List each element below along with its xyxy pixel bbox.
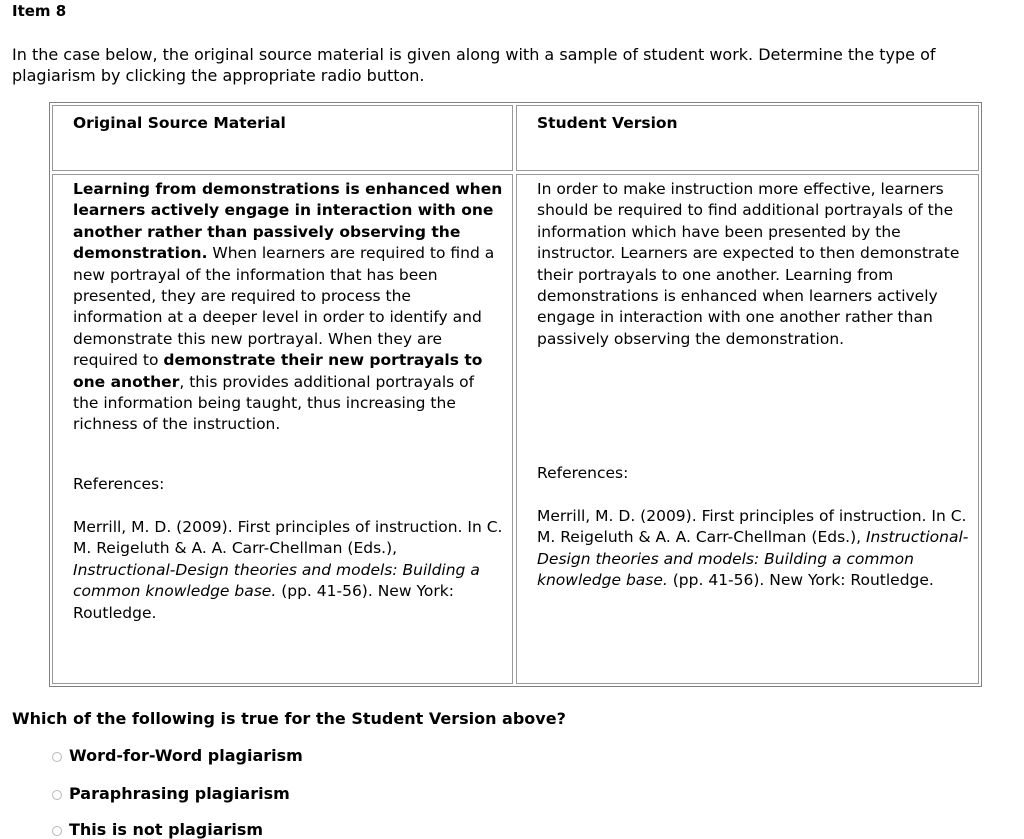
option-label[interactable]: Paraphrasing plagiarism: [69, 784, 290, 803]
student-references-label: References:: [537, 464, 629, 482]
radio-paraphrasing[interactable]: [52, 790, 62, 800]
option-not-plagiarism[interactable]: [52, 820, 263, 839]
original-source-header: Original Source Material: [73, 114, 286, 132]
item-title: Item 8: [12, 2, 67, 20]
original-citation: [73, 517, 503, 624]
original-bold-intro: Learning from demonstrations is enhanced when learners actively engage in interaction with one another rather than passively observing the demonstration.: [73, 180, 503, 263]
student-version-header: Student Version: [537, 114, 678, 132]
student-version-text: In order to make instruction more effective, learners should be required to find additional portrayals of the information which have been presented by the instructor. Learners are expected to then demonstrate their portrayals to one another. Learning from demonstrations is enhanced when learners actively engage in interaction with one another rather than passively observing the demonstration.: [537, 180, 960, 348]
original-bold-mid: demonstrate their new portrayals to one another: [73, 351, 483, 391]
radio-not-plagiarism[interactable]: [52, 826, 62, 836]
option-label[interactable]: Word-for-Word plagiarism: [69, 746, 303, 765]
student-citation-a: Merrill, M. D. (2009). First principles of instruction. In C. M. Reigeluth & A. A. Carr-Chellman (Eds.),: [537, 507, 967, 547]
student-citation-b: (pp. 41-56). New York: Routledge.: [667, 571, 934, 590]
original-references-label: References:: [73, 475, 165, 493]
instructions-text: In the case below, the original source material is given along with a sample of student work. Determine the type of plagiarism by clicking the appropriate radio button.: [12, 45, 936, 85]
option-word-for-word[interactable]: [52, 746, 303, 765]
original-citation-a: Merrill, M. D. (2009). First principles of instruction. In C. M. Reigeluth & A. A. Carr-Chellman (Eds.),: [73, 518, 503, 558]
original-text-a: When learners are required to find a new portrayal of the information that has been presented, they are required to process the information at a deeper level in order to identify and demonstrate this new portrayal. When they are required to: [73, 244, 495, 370]
original-citation-title: Instructional-Design theories and models: Building a common knowledge base.: [73, 560, 480, 601]
original-source-text: [73, 179, 503, 436]
option-paraphrasing[interactable]: [52, 784, 290, 803]
radio-word-for-word[interactable]: [52, 752, 62, 762]
original-citation-b: (pp. 41-56). New York: Routledge.: [73, 582, 454, 622]
student-citation-title: Instructional-Design theories and models: Building a common knowledge base.: [537, 528, 969, 590]
original-text-b: , this provides additional portrayals of the information being taught, thus increasing the richness of the instruction.: [73, 372, 475, 434]
question-text: Which of the following is true for the Student Version above?: [12, 709, 566, 728]
option-label[interactable]: This is not plagiarism: [69, 820, 264, 839]
student-citation: [537, 506, 969, 592]
